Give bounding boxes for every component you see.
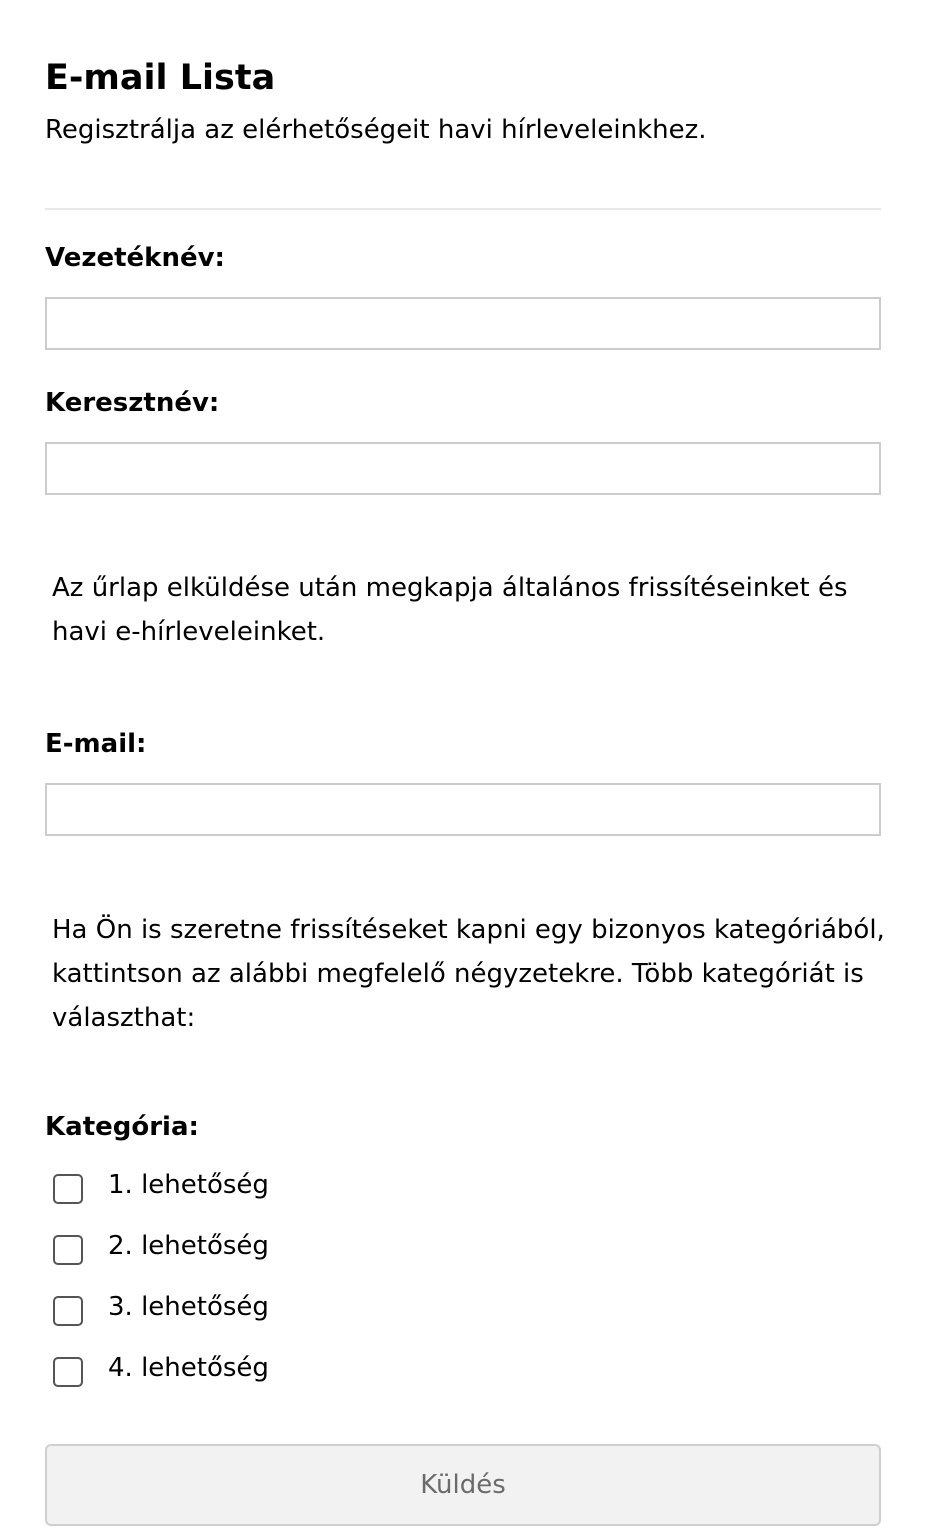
category-label: Kategória: [45, 1112, 199, 1142]
category-option-1[interactable] [53, 1165, 269, 1205]
page-title: E-mail Lista [45, 58, 276, 98]
category-option-2-label[interactable]: 2. lehetőség [108, 1231, 269, 1261]
category-option-1-checkbox[interactable] [53, 1174, 83, 1204]
category-option-4[interactable] [53, 1348, 269, 1388]
category-option-1-label[interactable]: 1. lehetőség [108, 1170, 269, 1200]
category-option-2[interactable] [53, 1226, 269, 1266]
category-option-3[interactable] [53, 1287, 269, 1327]
email-label: E-mail: [45, 729, 147, 759]
category-option-3-checkbox[interactable] [53, 1296, 83, 1326]
categories-hint: Ha Ön is szeretne frissítéseket kapni egy bizonyos kategóriából, kattintson az alábbi megfelelő négyzetekre. Több kategóriát is választhat: [52, 915, 885, 1033]
first-name-input[interactable] [45, 442, 881, 495]
header-divider [45, 208, 881, 210]
category-option-4-checkbox[interactable] [53, 1357, 83, 1387]
submit-button[interactable]: Küldés [45, 1444, 881, 1526]
after-submit-info: Az űrlap elküldése után megkapja általános frissítéseinket és havi e-hírleveleinket. [52, 573, 848, 647]
last-name-input[interactable] [45, 297, 881, 350]
category-option-3-label[interactable]: 3. lehetőség [108, 1292, 269, 1322]
category-option-2-checkbox[interactable] [53, 1235, 83, 1265]
email-input[interactable] [45, 783, 881, 836]
last-name-label: Vezetéknév: [45, 243, 225, 273]
category-option-4-label[interactable]: 4. lehetőség [108, 1353, 269, 1383]
first-name-label: Keresztnév: [45, 388, 220, 418]
page-subtitle: Regisztrálja az elérhetőségeit havi hírleveleinkhez. [45, 115, 707, 145]
